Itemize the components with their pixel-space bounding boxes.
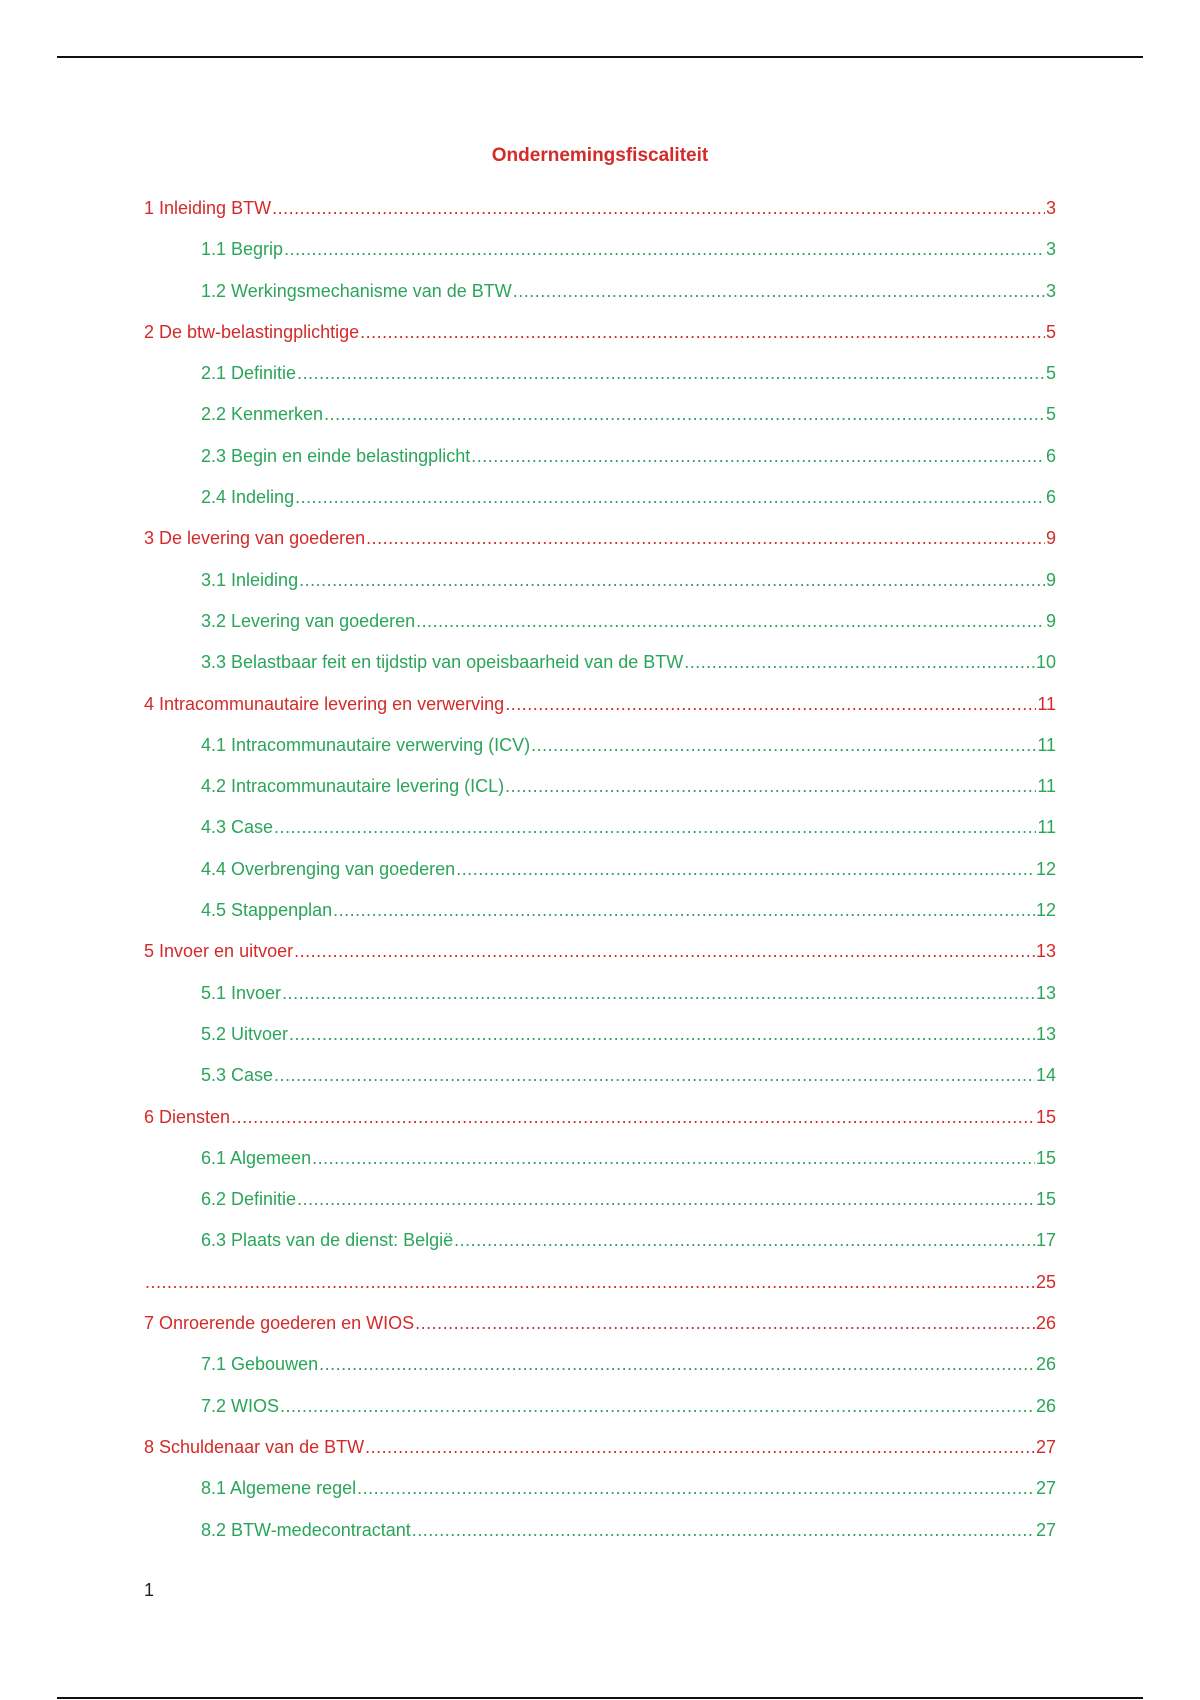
toc-entry-text: 3 De levering van goederen [144,528,366,549]
toc-dot-leader [416,609,1045,633]
toc-dot-leader [415,1311,1035,1335]
toc-page-number: 17 [1035,1230,1056,1251]
toc-entry-text: 5.1 Invoer [201,982,282,1003]
toc-page-number: 26 [1035,1395,1056,1416]
toc-dot-leader [324,402,1045,426]
toc-entry-text: 5.3 Case [201,1065,274,1086]
toc-entry-text: 1 Inleiding BTW [144,198,272,218]
toc-dot-leader [272,196,1045,220]
toc-page-number: 6 [1045,445,1056,466]
toc-dot-leader [294,939,1035,963]
toc-entry-text: 4.5 Stappenplan [201,900,333,921]
toc-entry-text: 3.3 Belastbaar feit en tijdstip van opeisbaarheid van de BTW [201,652,684,673]
toc-page-number: 11 [1037,693,1056,714]
toc-entry-text: 2.1 Definitie [201,363,297,384]
toc-chapter-entry[interactable] [144,939,1056,980]
toc-dot-leader [295,485,1045,509]
toc-page-number: 15 [1035,1106,1056,1127]
toc-section-entry[interactable] [144,402,1056,443]
toc-section-entry[interactable] [144,857,1056,898]
toc-dot-leader [282,981,1035,1005]
toc-dot-leader [280,1394,1035,1418]
toc-page-number: 10 [1035,652,1056,673]
toc-entry-text: 4.1 Intracommunautaire verwerving (ICV) [201,734,531,755]
toc-entry-text: 7 Onroerende goederen en WIOS [144,1313,415,1334]
toc-dot-leader [531,733,1036,757]
toc-entry-text: 8 Schuldenaar van de BTW [144,1436,365,1457]
toc-dot-leader [274,815,1036,839]
toc-page-number: 13 [1035,941,1056,962]
toc-section-entry[interactable] [144,237,1056,278]
toc-entry-text: 7.1 Gebouwen [201,1354,319,1375]
toc-page-number: 26 [1035,1354,1056,1375]
toc-entry-text: 4.3 Case [201,817,274,838]
toc-entry-text: 1.1 Begrip [201,239,284,260]
toc-entry-text: 6.3 Plaats van de dienst: België [201,1230,454,1251]
toc-dot-leader [312,1146,1035,1170]
toc-entry-text: 3.1 Inleiding [201,569,299,590]
toc-entry-text: 2.2 Kenmerken [201,404,324,425]
toc-section-entry[interactable] [144,1352,1056,1393]
toc-dot-leader [365,1435,1035,1459]
toc-dot-leader [231,1105,1035,1129]
toc-dot-leader [454,1228,1035,1252]
document-title: Ondernemingsfiscaliteit [491,145,709,166]
toc-page-number: 11 [1037,734,1056,755]
toc-chapter-entry[interactable] [144,196,1056,237]
toc-page-number: 26 [1035,1313,1056,1334]
toc-section-entry[interactable] [144,650,1056,691]
toc-section-entry[interactable] [144,733,1056,774]
toc-chapter-entry[interactable] [144,526,1056,567]
toc-section-entry[interactable] [144,1022,1056,1063]
toc-chapter-entry[interactable] [144,1435,1056,1476]
toc-page-number: 11 [1037,817,1056,838]
toc-entry-text: 6.2 Definitie [201,1189,297,1210]
toc-page-number: 14 [1035,1065,1056,1086]
toc-section-entry[interactable] [144,361,1056,402]
toc-section-entry[interactable] [144,444,1056,485]
toc-section-entry[interactable] [144,1518,1056,1559]
toc-page-number: 6 [1045,487,1056,508]
toc-dot-leader [357,1476,1035,1500]
toc-dot-leader [274,1063,1035,1087]
bottom-rule [57,1697,1143,1699]
toc-section-entry[interactable] [144,1146,1056,1187]
toc-dot-leader [145,1270,1035,1294]
table-of-contents [144,196,1056,1559]
toc-chapter-entry[interactable] [144,1270,1056,1311]
toc-section-entry[interactable] [144,568,1056,609]
toc-entry-text: 2 De btw-belastingplichtige [144,321,360,342]
toc-entry-text: 6 Diensten [144,1106,231,1127]
toc-entry-text: 4.4 Overbrenging van goederen [201,858,456,879]
top-rule [57,56,1143,58]
toc-dot-leader [297,361,1045,385]
toc-entry-text: 6.1 Algemeen [201,1147,312,1168]
toc-dot-leader [297,1187,1035,1211]
toc-section-entry[interactable] [144,279,1056,320]
toc-dot-leader [360,320,1045,344]
toc-dot-leader [366,526,1045,550]
toc-entry-text: 2.4 Indeling [201,487,295,508]
toc-page-number: 9 [1045,610,1056,631]
toc-page-number: 9 [1045,528,1056,549]
toc-dot-leader [319,1352,1035,1376]
toc-page-number: 11 [1037,776,1056,797]
toc-dot-leader [333,898,1035,922]
toc-page-number: 15 [1035,1189,1056,1210]
page-number: 1 [144,1580,155,1600]
toc-page-number: 27 [1035,1519,1056,1540]
toc-chapter-entry[interactable] [144,320,1056,361]
toc-dot-leader [412,1518,1035,1542]
toc-page-number: 9 [1045,569,1056,590]
toc-section-entry[interactable] [144,1394,1056,1435]
toc-section-entry[interactable] [144,1476,1056,1517]
toc-entry-text: 5.2 Uitvoer [201,1023,289,1044]
toc-chapter-entry[interactable] [144,692,1056,733]
toc-dot-leader [471,444,1045,468]
toc-dot-leader [299,568,1045,592]
toc-page-number: 5 [1045,363,1056,384]
toc-section-entry[interactable] [144,1228,1056,1269]
toc-entry-text: 4.2 Intracommunautaire levering (ICL) [201,776,505,797]
toc-dot-leader [513,279,1045,303]
toc-entry-text: 1.2 Werkingsmechanisme van de BTW [201,280,512,301]
toc-dot-leader [289,1022,1035,1046]
toc-page-number: 13 [1035,1023,1056,1044]
toc-chapter-entry[interactable] [144,1105,1056,1146]
toc-entry-text: 7.2 WIOS [201,1395,280,1416]
toc-section-entry[interactable] [144,1187,1056,1228]
toc-page-number: 3 [1045,239,1056,260]
toc-page-number: 5 [1045,321,1056,342]
toc-dot-leader [284,237,1045,261]
toc-entry-text: 4 Intracommunautaire levering en verwerving [144,693,505,714]
toc-entry-text: 8.2 BTW-medecontractant [201,1519,411,1540]
toc-section-entry[interactable] [144,774,1056,815]
toc-section-entry[interactable] [144,609,1056,650]
toc-section-entry[interactable] [144,981,1056,1022]
toc-dot-leader [684,650,1035,674]
toc-page-number: 25 [1035,1271,1056,1292]
toc-page-number: 12 [1035,858,1056,879]
toc-chapter-entry[interactable] [144,1311,1056,1352]
toc-page-number: 15 [1035,1147,1056,1168]
toc-dot-leader [505,774,1036,798]
toc-page-number: 12 [1035,900,1056,921]
toc-page-number: 27 [1035,1436,1056,1457]
toc-dot-leader [505,692,1036,716]
toc-entry-text: 3.2 Levering van goederen [201,610,416,631]
toc-entry-text: 2.3 Begin en einde belastingplicht [201,445,471,466]
toc-section-entry[interactable] [144,1063,1056,1104]
toc-section-entry[interactable] [144,485,1056,526]
toc-dot-leader [456,857,1035,881]
toc-page-number: 3 [1045,280,1056,301]
toc-page-number: 13 [1035,982,1056,1003]
toc-page-number: 5 [1045,404,1056,425]
toc-page-number: 3 [1045,198,1056,218]
toc-entry-text: 5 Invoer en uitvoer [144,941,294,962]
toc-page-number: 27 [1035,1478,1056,1499]
toc-section-entry[interactable] [144,898,1056,939]
toc-entry-text: 8.1 Algemene regel [201,1478,357,1499]
toc-section-entry[interactable] [144,815,1056,856]
